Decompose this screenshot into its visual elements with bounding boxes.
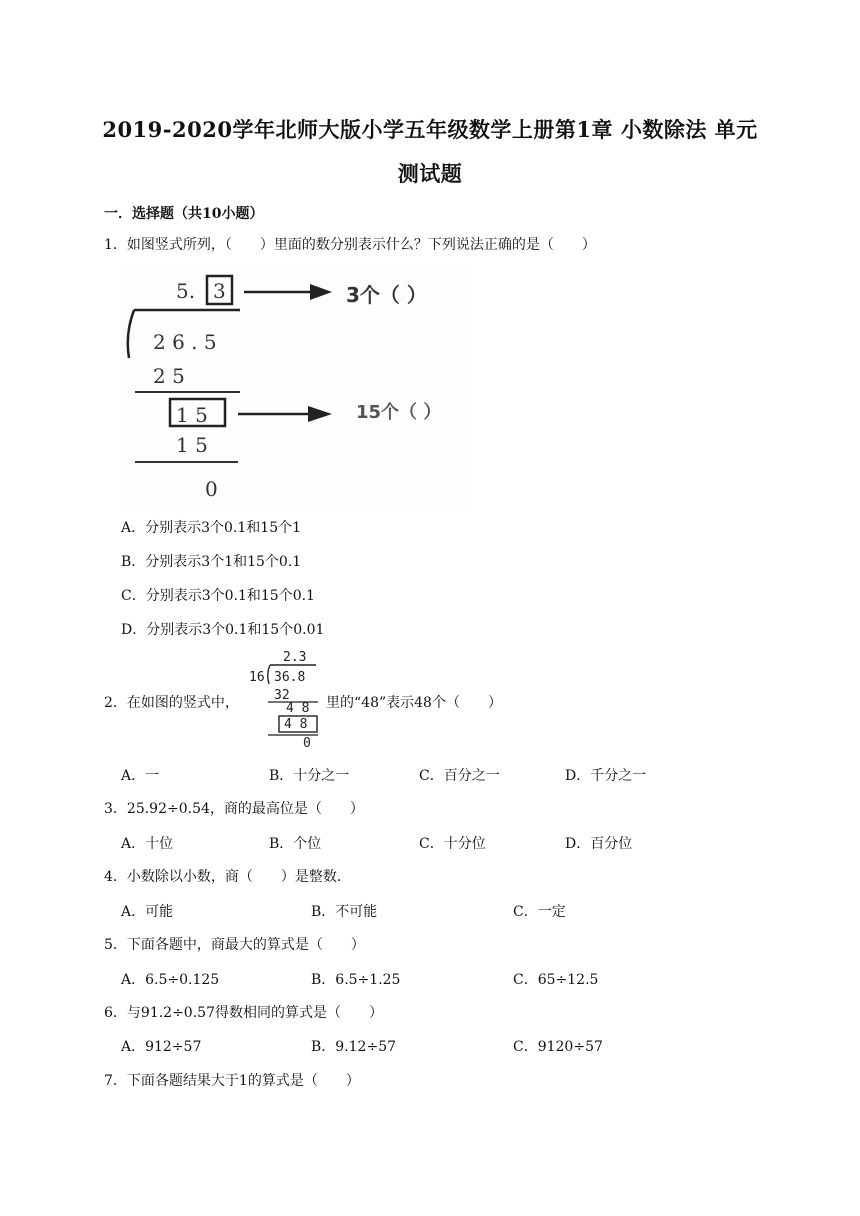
- q1-sub1: 2 5: [153, 364, 185, 388]
- question-4-option-c[interactable]: C．一定: [513, 904, 566, 920]
- q1-label-top: 3个（ ）: [346, 283, 427, 307]
- question-6-option-c[interactable]: C．9120÷57: [513, 1039, 603, 1055]
- question-3-stem: 3．25.92÷0.54，商的最高位是（ ）: [104, 801, 364, 817]
- question-1-stem: 1．如图竖式所列，（ ）里面的数分别表示什么？下列说法正确的是（ ）: [104, 237, 596, 253]
- q1-result: 0: [205, 477, 218, 501]
- q1-sub2: 1 5: [176, 433, 208, 457]
- q2-result: 0: [303, 736, 311, 751]
- q1-boxed-digit: 3: [213, 279, 226, 303]
- q2-dividend: 36.8: [274, 670, 306, 685]
- q1-boxed-rem: 1 5: [176, 403, 208, 427]
- question-1-option-b[interactable]: B．分别表示3个1和15个0.1: [121, 554, 302, 570]
- q1-dividend: 2 6 . 5: [153, 330, 217, 354]
- question-5-option-a[interactable]: A．6.5÷0.125: [121, 972, 220, 988]
- q1-quotient: 5.: [176, 279, 196, 303]
- question-3-option-c[interactable]: C．十分位: [419, 836, 486, 852]
- question-2-option-d[interactable]: D．千分之一: [565, 768, 647, 784]
- question-6-option-a[interactable]: A．912÷57: [121, 1039, 202, 1055]
- q2-mid: 4 8: [286, 701, 310, 716]
- question-6-option-b[interactable]: B．9.12÷57: [311, 1039, 397, 1055]
- question-3-option-d[interactable]: D．百分位: [565, 836, 633, 852]
- question-2-stem-after: 里的“48”表示48个（ ）: [326, 695, 502, 711]
- question-1-option-d[interactable]: D．分别表示3个0.1和15个0.01: [121, 622, 325, 638]
- question-3-option-b[interactable]: B．个位: [269, 836, 322, 852]
- question-4-option-a[interactable]: A．可能: [121, 904, 174, 920]
- question-4-stem: 4．小数除以小数，商（ ）是整数．: [104, 869, 351, 885]
- section-heading: 一．选择题（共10小题）: [104, 206, 264, 222]
- question-2-option-a[interactable]: A．一: [121, 768, 160, 784]
- q2-divisor: 16: [249, 670, 265, 685]
- question-5-stem: 5．下面各题中，商最大的算式是（ ）: [104, 937, 365, 953]
- question-2-stem-before: 2．在如图的竖式中，: [104, 695, 239, 711]
- question-6-stem: 6．与91.2÷0.57得数相同的算式是（ ）: [104, 1005, 383, 1021]
- page-title-line2: 测试题: [397, 161, 463, 186]
- question-5-option-b[interactable]: B．6.5÷1.25: [311, 972, 401, 988]
- q1-label-mid: 15个（ ）: [356, 402, 442, 423]
- question-4-option-b[interactable]: B．不可能: [311, 904, 378, 920]
- question-1-figure: [120, 264, 470, 506]
- question-2-option-b[interactable]: B．十分之一: [269, 768, 350, 784]
- question-1-option-c[interactable]: C．分别表示3个0.1和15个0.1: [121, 588, 315, 604]
- question-2-option-c[interactable]: C．百分之一: [419, 768, 500, 784]
- question-1-option-a[interactable]: A．分别表示3个0.1和15个1: [121, 520, 302, 536]
- page-title-line1: 2019-2020学年北师大版小学五年级数学上册第1章 小数除法 单元: [102, 117, 758, 142]
- question-5-option-c[interactable]: C．65÷12.5: [513, 972, 599, 988]
- q2-quotient: 2.3: [283, 650, 307, 665]
- question-3-option-a[interactable]: A．十位: [121, 836, 174, 852]
- question-2-figure: [246, 648, 324, 752]
- q2-sub1: 32: [274, 688, 290, 703]
- question-7-stem: 7．下面各题结果大于1的算式是（ ）: [104, 1073, 360, 1089]
- q2-boxed: 4 8: [284, 717, 308, 732]
